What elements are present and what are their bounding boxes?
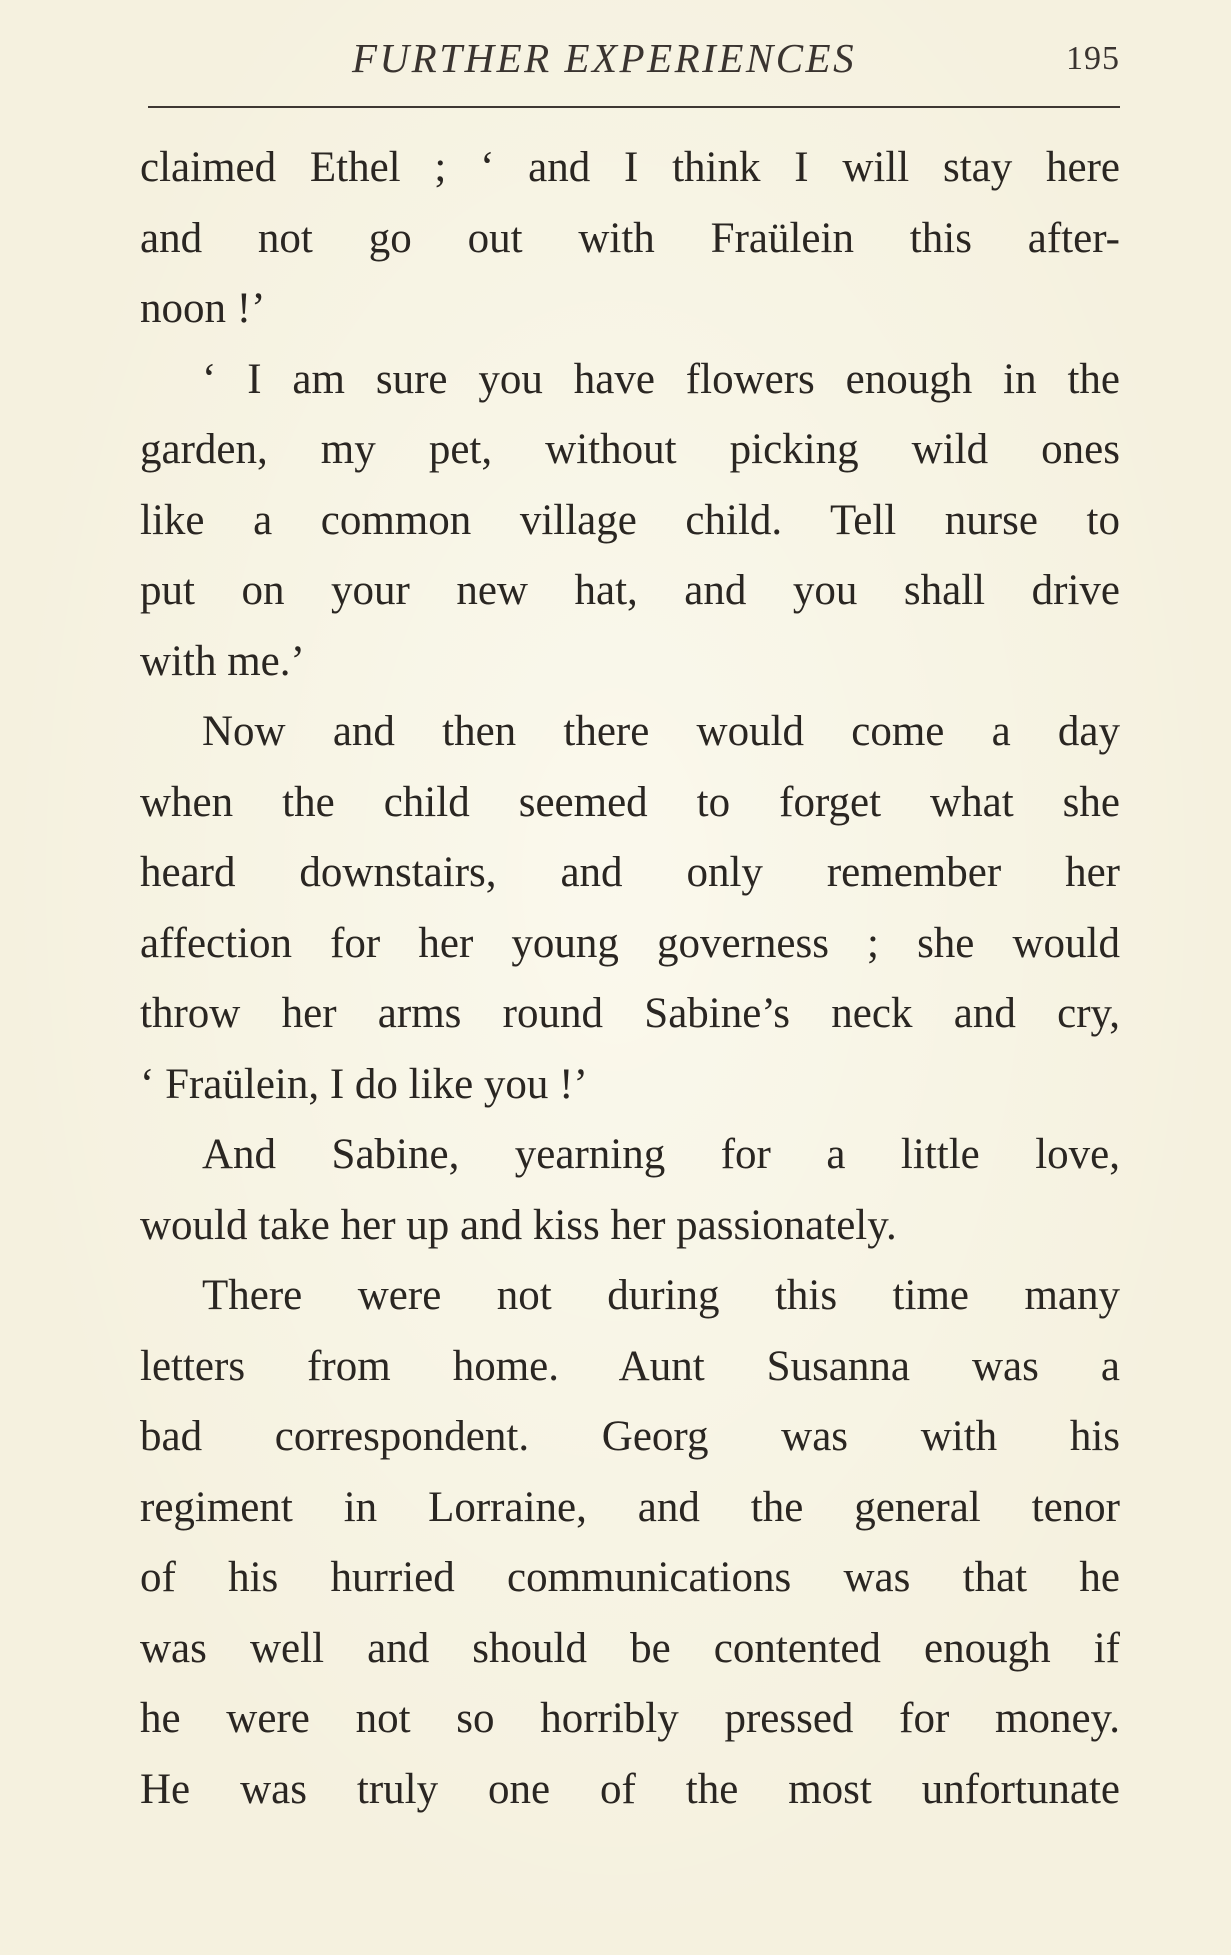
text-line: with me.’ [140, 637, 305, 685]
text-line: would take her up and kiss her passionately. [140, 1201, 897, 1249]
text-line: he were not so horribly pressed for money. [140, 1695, 1120, 1742]
running-title: FURTHER EXPERIENCES [352, 35, 857, 81]
text-line: garden, my pet, without picking wild ones [140, 426, 1120, 473]
body-text [140, 133, 1120, 1825]
page-number: 195 [1066, 40, 1120, 77]
text-line: when the child seemed to forget what she [140, 778, 1120, 826]
running-head [148, 30, 1120, 90]
text-line: noon !’ [140, 285, 266, 332]
paragraph-first-line: Now and then there would come a day [202, 708, 1120, 755]
paragraph-first-line: There were not during this time many [202, 1272, 1120, 1319]
text-line: was well and should be contented enough if [140, 1624, 1120, 1672]
text-line: put on your new hat, and you shall drive [140, 567, 1120, 614]
text-line: regiment in Lorraine, and the general tenor [140, 1483, 1120, 1531]
paragraph-first-line: ‘ I am sure you have flowers enough in the [202, 355, 1120, 403]
text-line: and not go out with Fraülein this after- [140, 214, 1120, 262]
text-line: letters from home. Aunt Susanna was a [140, 1342, 1120, 1390]
text-line: heard downstairs, and only remember her [140, 849, 1120, 896]
text-line: affection for her young governess ; she would [140, 919, 1120, 967]
header-rule [148, 106, 1120, 108]
text-line: throw her arms round Sabine’s neck and cry, [140, 990, 1120, 1037]
text-line: He was truly one of the most unfortunate [140, 1765, 1120, 1813]
text-line: ‘ Fraülein, I do like you !’ [140, 1060, 588, 1108]
text-line: like a common village child. Tell nurse to [140, 496, 1120, 544]
text-line: bad correspondent. Georg was with his [140, 1413, 1120, 1460]
text-line: of his hurried communications was that he [140, 1554, 1120, 1601]
text-line: claimed Ethel ; ‘ and I think I will stay here [140, 144, 1120, 191]
paragraph-first-line: And Sabine, yearning for a little love, [202, 1131, 1120, 1178]
